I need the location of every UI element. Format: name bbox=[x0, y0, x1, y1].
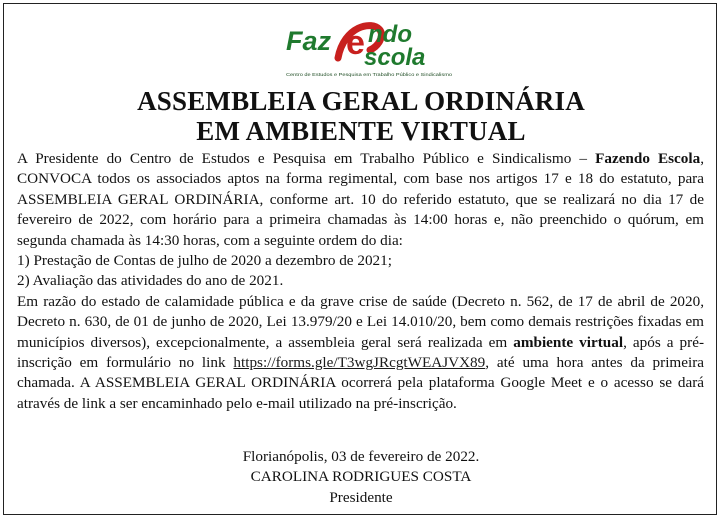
logo-word-faz: Faz bbox=[286, 26, 332, 56]
p2-text-a: Em razão do estado de calamidade pública e da grave crise de saúde (Decreto n. 562, de 17 de abril de 2020, Decreto n. 630, de 01 de junho de 2020, Lei 13.979/20 e Lei 14.010/20, bem como demais restrições fixadas em municípios diversos), excepcionalmente, a assembleia geral será realizada em bbox=[17, 292, 704, 351]
signer-name: CAROLINA RODRIGUES COSTA bbox=[250, 468, 472, 485]
p2-text-b: , após a pré-inscrição em formulário no link bbox=[17, 333, 704, 372]
signer-role: Presidente bbox=[329, 489, 393, 506]
agenda-item-1: 1) Prestação de Contas de julho de 2020 a dezembro de 2021; bbox=[17, 252, 392, 270]
logo-tagline: Centro de Estudos e Pesquisa em Trabalho Público e Sindicalismo bbox=[286, 72, 453, 77]
registration-form-link[interactable]: https://forms.gle/T3wgJRcgtWEAJVX89 bbox=[233, 354, 486, 372]
notice-body bbox=[17, 149, 704, 414]
p1-text-b: , CONVOCA todos os associados aptos na forma regimental, com base nos artigos 17 e 18 do estatuto, para ASSEMBLEIA GERAL ORDINÁRIA, conforme art. 10 do referido estatuto, que se realizará no dia 17 de fevereiro de 2022, com horário para a primeira chamadas às 14:00 horas e, não preenchido o quórum, em segunda chamada às 14:30 horas, com a seguinte ordem do dia: bbox=[17, 150, 704, 249]
paragraph-virtual bbox=[17, 292, 704, 414]
p1-org-name: Fazendo Escola bbox=[595, 150, 701, 167]
p1-text-a: A Presidente do Centro de Estudos e Pesquisa em Trabalho Público e Sindicalismo – bbox=[17, 150, 596, 167]
title-line-1: ASSEMBLEIA GERAL ORDINÁRIA bbox=[137, 86, 585, 116]
logo-letter-e: e bbox=[346, 24, 365, 62]
p2-text-c: , até uma hora antes da primeira chamada. A ASSEMBLEIA GERAL ORDINÁRIA ocorrerá pela plataforma Google Meet e o acesso se dará através de link a ser encaminhado pelo e-mail utilizado na pré-inscrição. bbox=[17, 354, 704, 412]
logo-word-ndo: ndo bbox=[368, 21, 412, 48]
p2-bold-virtual: ambiente virtual bbox=[513, 333, 624, 351]
logo-word-scola: scola bbox=[364, 44, 426, 71]
paragraph-convocation bbox=[17, 149, 704, 251]
agenda-item-2: 2) Avaliação das atividades do ano de 2021. bbox=[17, 272, 284, 290]
notice-frame bbox=[3, 3, 717, 515]
place-date: Florianópolis, 03 de fevereiro de 2022. bbox=[242, 448, 480, 465]
fazendo-escola-logo bbox=[284, 16, 454, 84]
title-line-2: EM AMBIENTE VIRTUAL bbox=[196, 116, 526, 146]
